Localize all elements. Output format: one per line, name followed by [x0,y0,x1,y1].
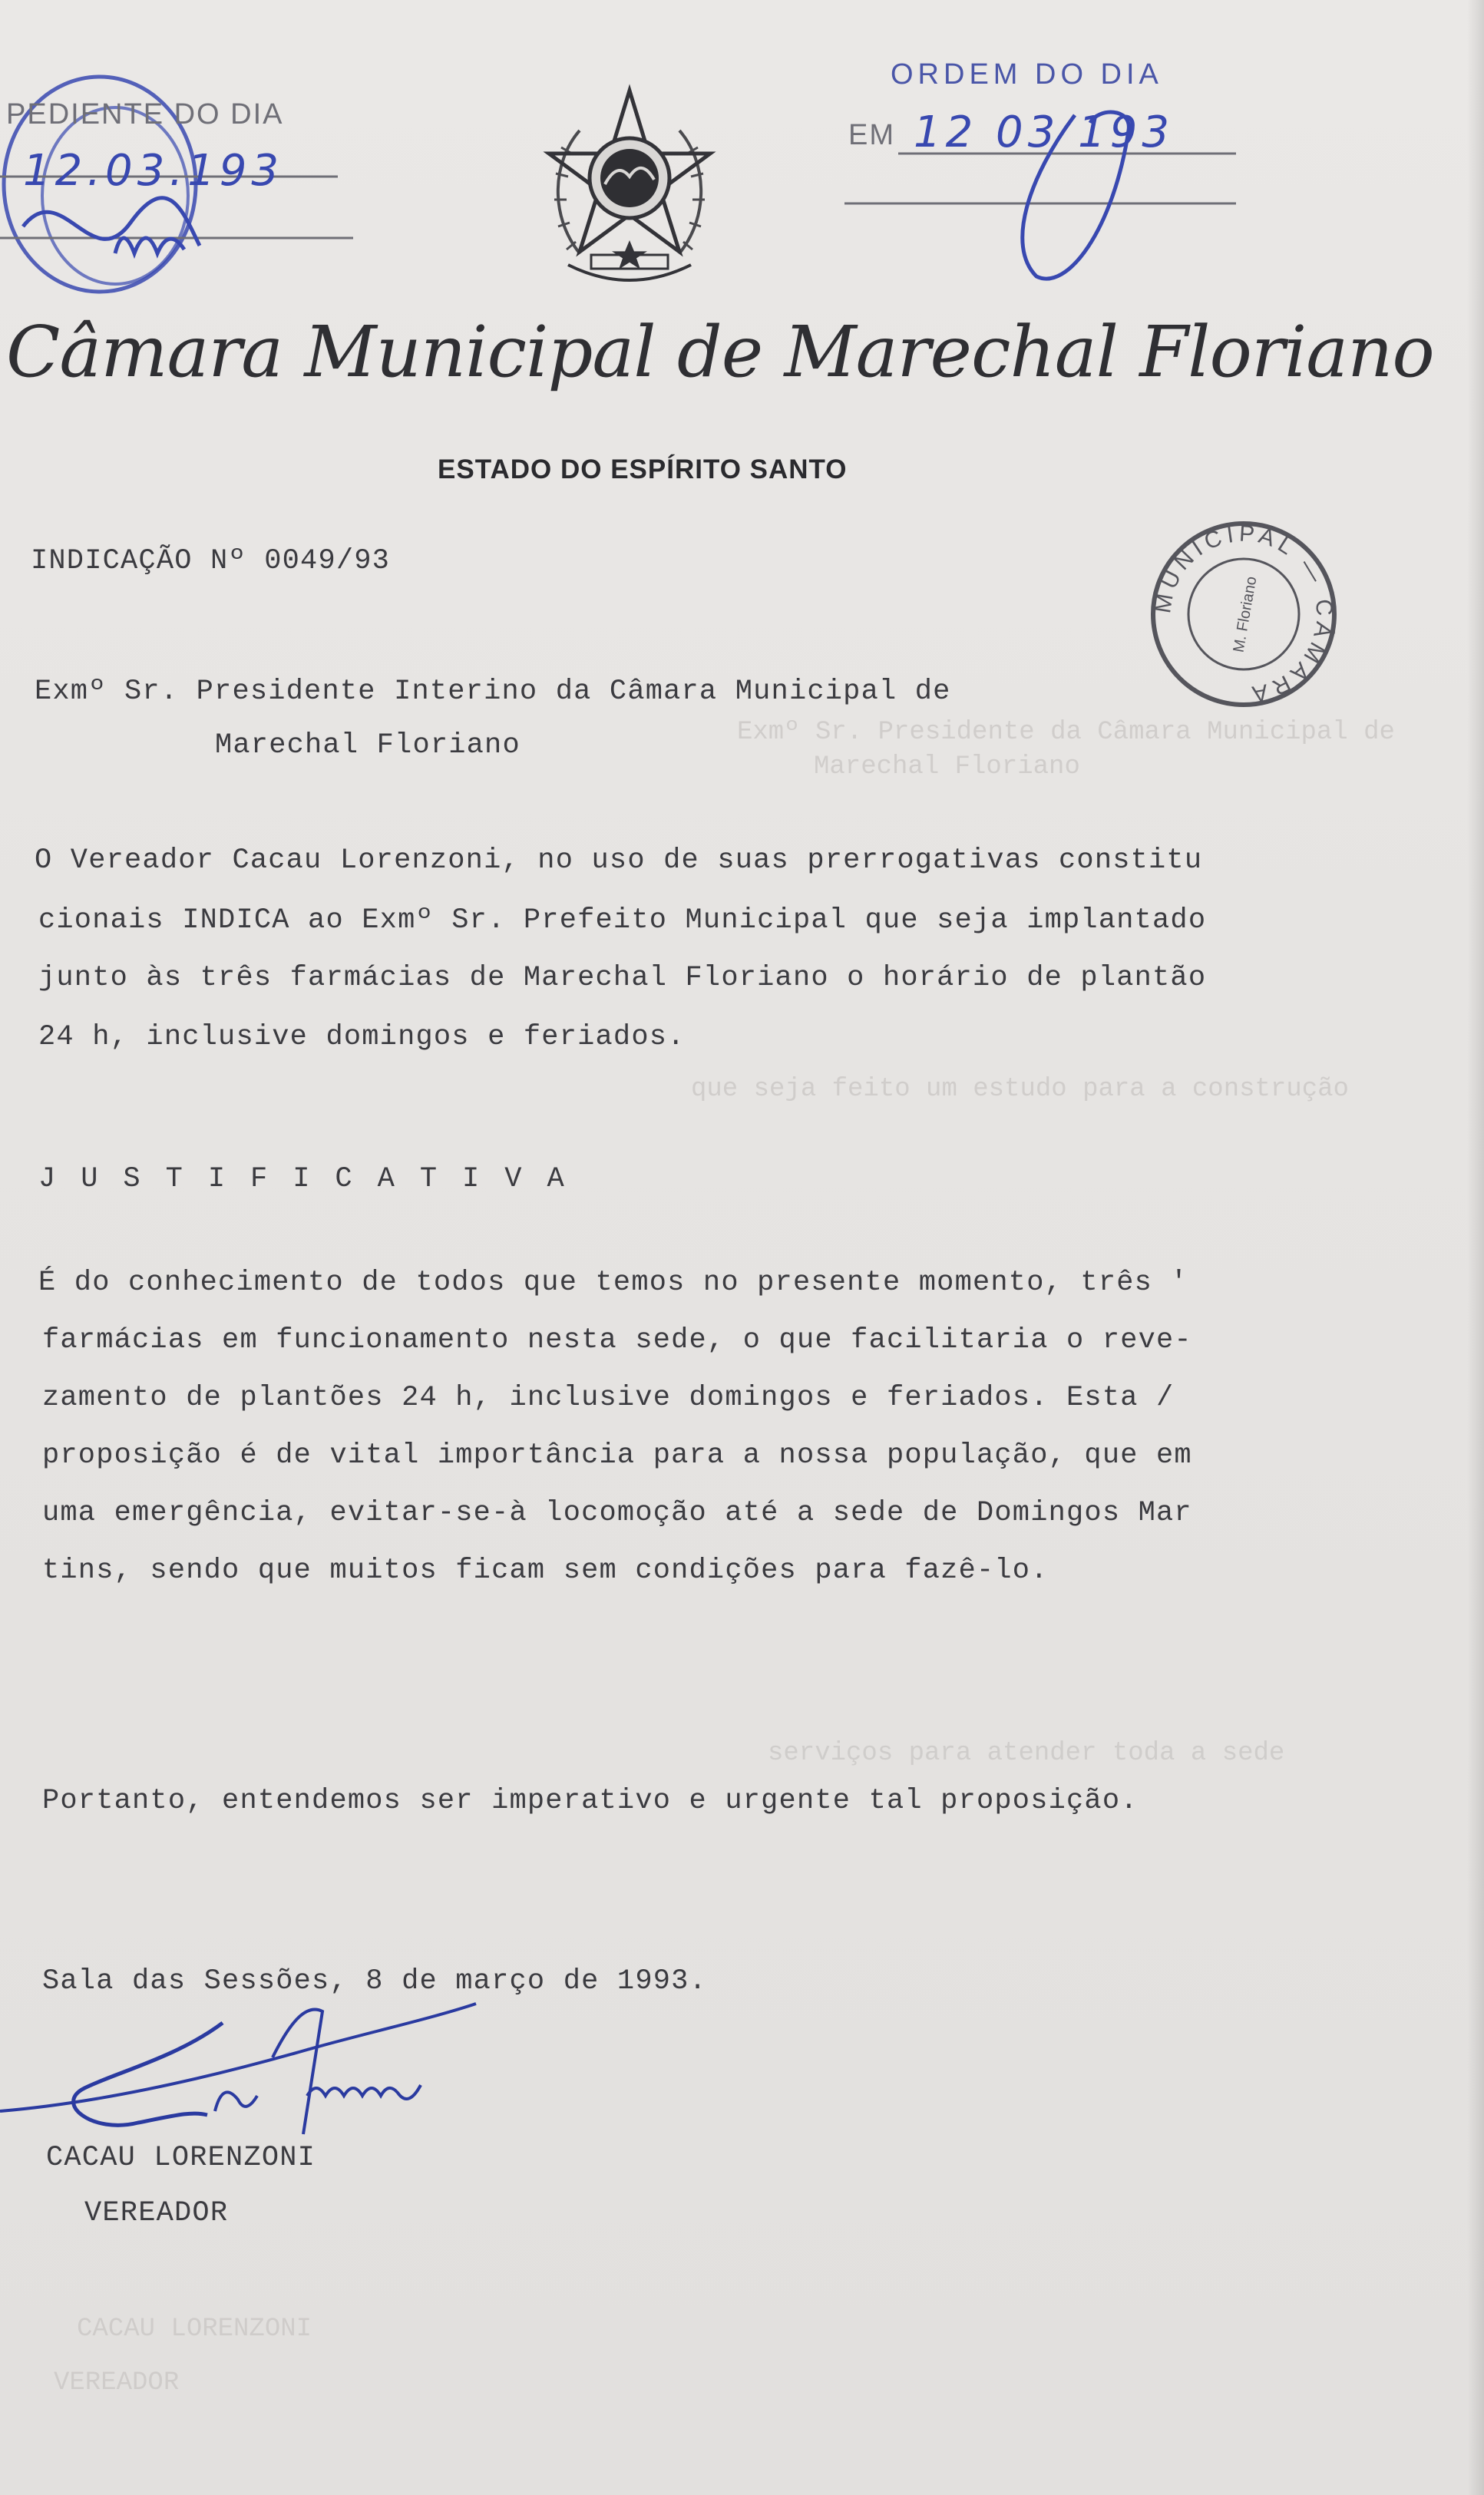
justification-line: É do conhecimento de todos que temos no presente momento, três ' [38,1267,1188,1299]
round-stamp-center: M. Floriano [1230,575,1261,654]
handwritten-signature [0,1958,553,2165]
letterhead-title: Câmara Municipal de Marechal Floriano [6,311,1434,393]
ordem-stamp-scribble [837,46,1267,299]
justification-line: proposição é de vital importância para a nossa população, que em [42,1439,1192,1472]
justification-heading: JUSTIFICATIVA [38,1163,590,1195]
conclusion-line: Portanto, entendemos ser imperativo e urgente tal proposição. [42,1785,1139,1817]
expediente-stamp-label: PEDIENTE DO DIA [6,98,284,131]
expediente-stamp-date: 12.03.193 [23,146,284,196]
body-line: O Vereador Cacau Lorenzoni, no uso de suas prerrogativas constitu [35,844,1203,877]
signer-name: CACAU LORENZONI [46,2142,316,2174]
salutation-line-2: Marechal Floriano [215,729,521,762]
signer-title: VEREADOR [84,2197,229,2229]
document-reference: INDICAÇÃO Nº 0049/93 [31,545,391,577]
ordem-stamp-date: 12 03 193 [914,107,1175,157]
body-line: junto às três farmácias de Marechal Floriano o horário de plantão [38,962,1207,994]
municipal-round-stamp [1144,514,1344,714]
justification-line: zamento de plantões 24 h, inclusive domingos e feriados. Esta / [42,1382,1175,1414]
letterhead-state: ESTADO DO ESPÍRITO SANTO [438,454,848,484]
show-through-text: serviços para atender toda a sede [768,1739,1285,1768]
salutation-line-1: Exmº Sr. Presidente Interino da Câmara Municipal de [35,676,951,708]
body-line: 24 h, inclusive domingos e feriados. [38,1021,686,1053]
justification-line: tins, sendo que muitos ficam sem condições para fazê-lo. [42,1555,1049,1587]
show-through-text: que seja feito um estudo para a construção [691,1075,1349,1104]
coat-of-arms-emblem [537,77,722,296]
round-stamp-icon [1144,514,1344,714]
ordem-do-dia-stamp [837,46,1267,299]
ordem-stamp-em: EM [848,119,895,151]
show-through-text: Marechal Floriano [814,752,1080,782]
ordem-stamp-label: ORDEM DO DIA [891,58,1163,91]
page-edge-shadow [1467,0,1484,2495]
body-line: cionais INDICA ao Exmº Sr. Prefeito Municipal que seja implantado [38,904,1207,937]
justification-line: farmácias em funcionamento nesta sede, o que facilitaria o reve- [42,1324,1192,1357]
show-through-text: CACAU LORENZONI [77,2315,312,2344]
justification-line: uma emergência, evitar-se-à locomoção até a sede de Domingos Mar [42,1497,1192,1529]
show-through-text: Exmº Sr. Presidente da Câmara Municipal de [737,718,1395,747]
coat-of-arms-icon [537,77,722,296]
date-line: Sala das Sessões, 8 de março de 1993. [42,1965,707,1998]
expediente-stamp [0,61,369,315]
round-stamp-text: MUNICIPAL — CÂMARA [1150,520,1337,708]
show-through-text: VEREADOR [54,2368,180,2398]
